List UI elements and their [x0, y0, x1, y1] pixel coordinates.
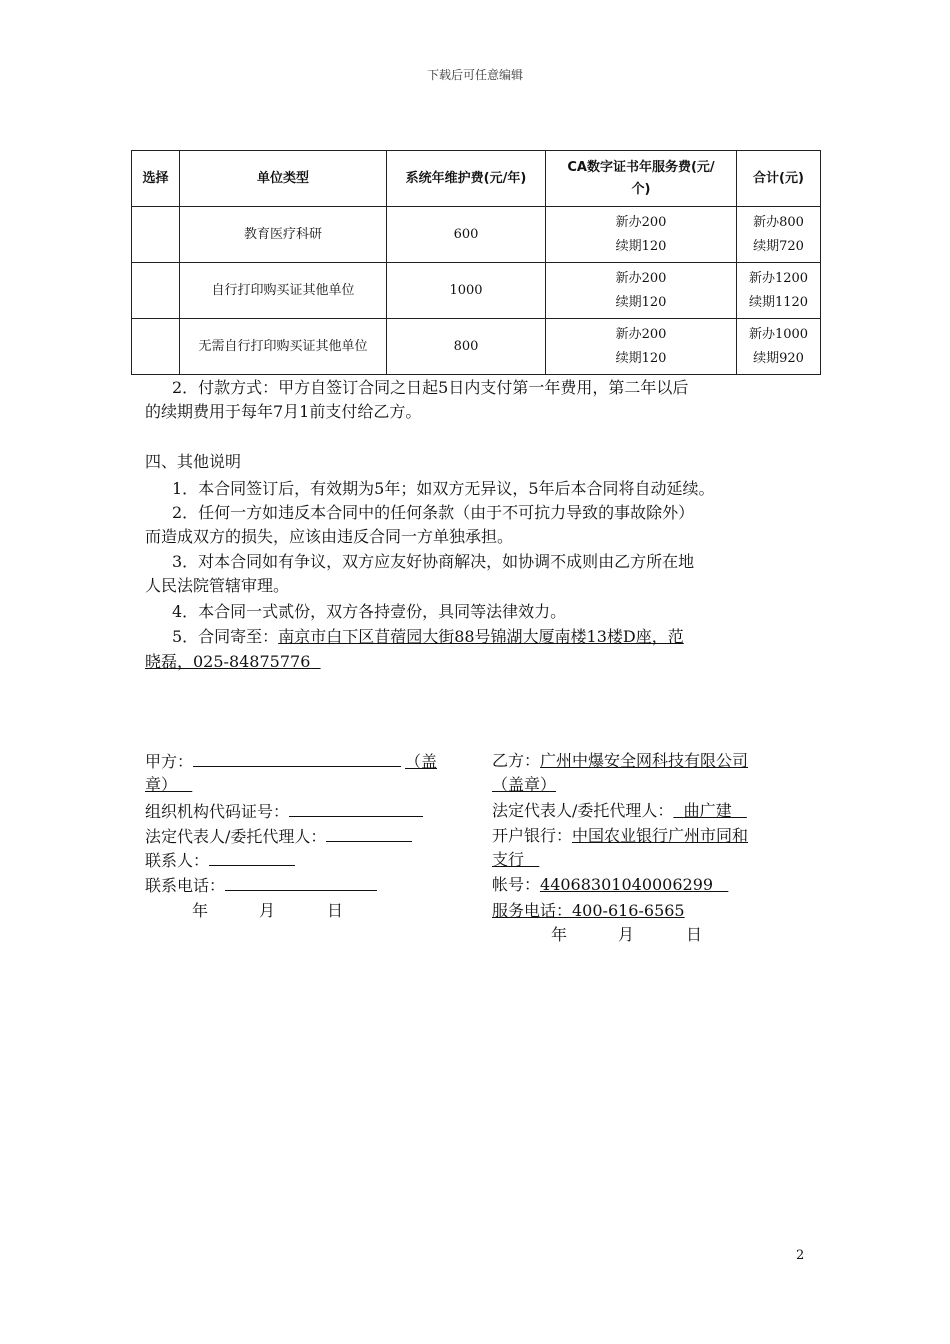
bank-label: 开户银行：	[492, 826, 573, 845]
ca-new-fee: 新办200	[615, 214, 667, 230]
clause-3-line-2: 人民法院管辖审理。	[145, 576, 290, 595]
table-row	[132, 207, 821, 263]
party-b-month: 月	[618, 925, 635, 944]
account-number: 44068301040006299	[540, 875, 714, 894]
unit-type-cell: 无需自行打印购买证其他单位	[180, 319, 387, 375]
party-a-org-code-line	[145, 799, 423, 824]
header-note: 下载后可任意编辑	[426, 68, 523, 82]
phone-label: 联系电话：	[145, 876, 226, 895]
total-cell	[737, 207, 821, 263]
party-a-contact-line	[145, 848, 295, 873]
mailing-address-contact: 晓磊，025-84875776	[145, 652, 311, 671]
party-b-seal: （盖章）	[492, 775, 557, 794]
party-b-year: 年	[551, 925, 568, 944]
maintenance-fee-cell: 1000	[387, 263, 546, 319]
account-label: 帐号：	[492, 875, 541, 894]
total-new: 新办1000	[748, 326, 809, 342]
col-header-type: 单位类型	[180, 151, 387, 207]
payment-line-1: 2．付款方式：甲方自签订合同之日起5日内支付第一年费用，第二年以后	[172, 378, 689, 397]
party-a-rep-field[interactable]	[326, 824, 412, 842]
clause-5-prefix: 5．合同寄至：	[172, 627, 279, 646]
ca-fee-cell	[546, 207, 737, 263]
clause-3-line-1: 3．对本合同如有争议，双方应友好协商解决，如协调不成则由乙方所在地	[172, 552, 695, 571]
party-b-line	[492, 749, 748, 773]
total-new: 新办800	[753, 214, 804, 230]
party-b-label: 乙方：	[492, 751, 541, 770]
total-new: 新办1200	[748, 270, 809, 286]
party-b-day: 日	[686, 925, 703, 944]
party-a-rep-label: 法定代表人/委托代理人：	[145, 827, 327, 846]
payment-line-2: 的续期费用于每年7月1前支付给乙方。	[145, 402, 422, 421]
party-a-name-field[interactable]	[193, 749, 401, 767]
ca-renew-fee: 续期120	[615, 350, 667, 366]
clause-4: 4．本合同一式贰份，双方各持壹份，具同等法律效力。	[172, 602, 567, 621]
party-a-seal-close: 章）	[145, 775, 178, 794]
table-row	[132, 263, 821, 319]
phone-field[interactable]	[225, 873, 377, 891]
ca-new-fee: 新办200	[615, 326, 667, 342]
clause-2-line-1: 2．任何一方如违反本合同中的任何条款（由于不可抗力导致的事故除外）	[172, 503, 695, 522]
fee-table	[131, 150, 821, 375]
mailing-address: 南京市白下区苜蓿园大街88号锦湖大厦南楼13楼D座，范	[278, 627, 684, 646]
total-renew: 续期720	[753, 238, 804, 254]
party-b-rep-name: 曲广建	[683, 801, 732, 820]
col-header-total: 合计(元)	[737, 151, 821, 207]
party-a-month: 月	[259, 901, 276, 920]
select-cell[interactable]	[132, 263, 180, 319]
bank-line-1	[492, 824, 748, 848]
party-a-seal-line	[145, 773, 192, 797]
select-cell[interactable]	[132, 319, 180, 375]
clause-1: 1．本合同签订后，有效期为5年；如双方无异议，5年后本合同将自动延续。	[172, 479, 715, 498]
bank-name: 中国农业银行广州市同和	[572, 826, 749, 845]
total-renew: 续期1120	[748, 294, 809, 310]
total-renew: 续期920	[753, 350, 804, 366]
party-a-year: 年	[192, 901, 209, 920]
ca-fee-cell	[546, 263, 737, 319]
col-header-ca-fee: CA数字证书年服务费(元/个)	[546, 151, 737, 207]
total-cell	[737, 263, 821, 319]
col-header-maintenance: 系统年维护费(元/年)	[387, 151, 546, 207]
col-header-select: 选择	[132, 151, 180, 207]
account-line	[492, 873, 728, 897]
unit-type-cell: 自行打印购买证其他单位	[180, 263, 387, 319]
maintenance-fee-cell: 600	[387, 207, 546, 263]
bank-line-2	[492, 848, 539, 872]
party-b-rep-label: 法定代表人/委托代理人：	[492, 801, 674, 820]
ca-renew-fee: 续期120	[615, 294, 667, 310]
contact-field[interactable]	[209, 848, 295, 866]
party-b-company: 广州中爆安全网科技有限公司	[540, 751, 749, 770]
select-cell[interactable]	[132, 207, 180, 263]
ca-new-fee: 新办200	[615, 270, 667, 286]
ca-fee-cell	[546, 319, 737, 375]
party-a-day: 日	[327, 901, 344, 920]
page-number: 2	[796, 1248, 805, 1263]
party-a-seal-open: （盖	[405, 752, 438, 771]
total-cell	[737, 319, 821, 375]
section-title: 四、其他说明	[145, 452, 242, 471]
service-phone: 服务电话：400-616-6565	[492, 901, 685, 920]
clause-2-line-2: 而造成双方的损失，应该由违反合同一方单独承担。	[145, 527, 514, 546]
maintenance-fee-cell: 800	[387, 319, 546, 375]
table-header-row	[132, 151, 821, 207]
party-b-rep-line	[492, 799, 747, 823]
party-a-phone-line	[145, 873, 377, 898]
ca-renew-fee: 续期120	[615, 238, 667, 254]
party-a-label: 甲方：	[145, 752, 194, 771]
party-a-line	[145, 749, 437, 774]
unit-type-cell: 教育医疗科研	[180, 207, 387, 263]
table-row	[132, 319, 821, 375]
clause-5-line-1	[172, 625, 684, 649]
contact-label: 联系人：	[145, 851, 210, 870]
party-a-rep-line	[145, 824, 412, 849]
org-code-field[interactable]	[289, 799, 423, 817]
org-code-label: 组织机构代码证号：	[145, 802, 290, 821]
bank-branch: 支行	[492, 850, 525, 869]
clause-5-line-2	[145, 650, 321, 674]
